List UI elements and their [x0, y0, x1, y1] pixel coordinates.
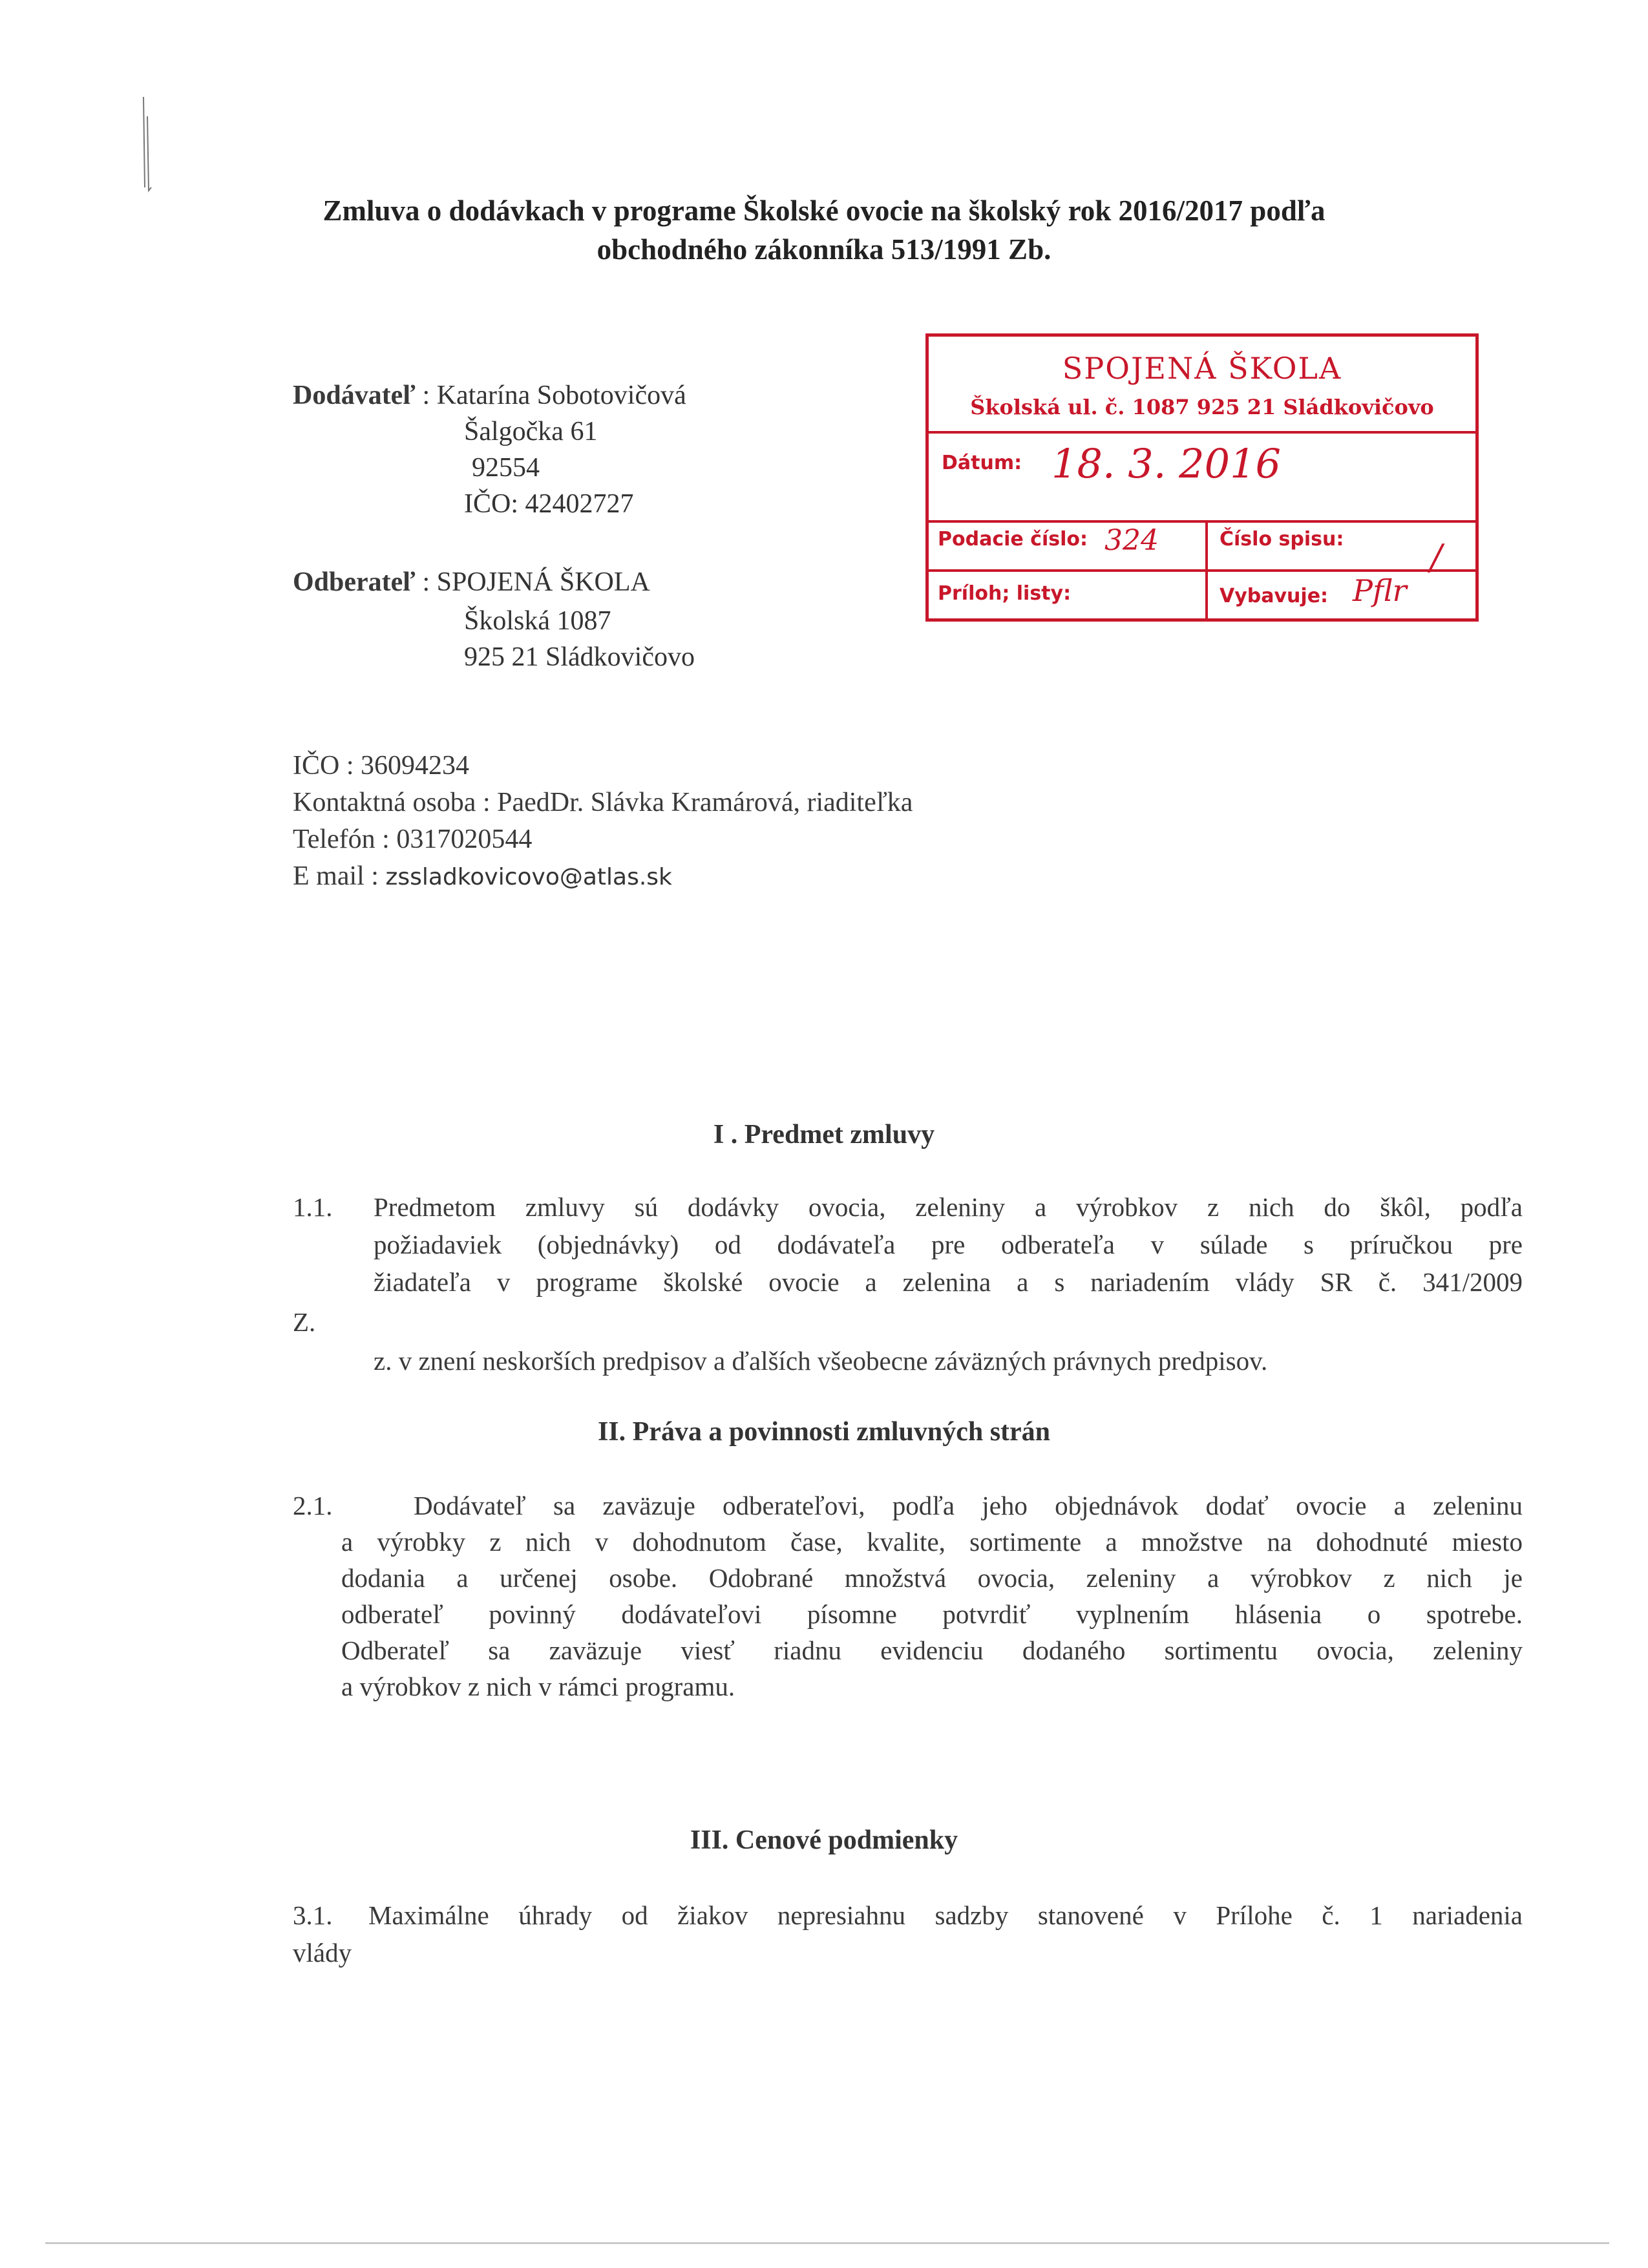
supplier-address — [464, 414, 634, 522]
section-1-z: Z. — [293, 1307, 316, 1337]
section-1-heading: I . Predmet zmluvy — [713, 1120, 935, 1150]
contact-block — [293, 748, 913, 896]
customer-address — [464, 603, 695, 675]
supplier-label: Dodávateľ — [293, 381, 416, 410]
section-3-line-2: vlády — [293, 1938, 352, 1968]
section-1-line-4: z. v znení neskorších predpisov a ďalších všeobecne záväzných právnych predpisov. — [374, 1346, 1268, 1376]
customer-city: 925 21 Sládkovičovo — [464, 642, 695, 672]
customer-name: SPOJENÁ ŠKOLA — [436, 567, 650, 597]
stamp-spis-label: Číslo spisu: — [1220, 528, 1344, 551]
supplier-name: Katarína Sobotovičová — [436, 381, 686, 410]
supplier-street: Šalgočka 61 — [464, 417, 598, 446]
contact-ico: IČO : 36094234 — [293, 751, 469, 781]
supplier-zip: 92554 — [472, 453, 540, 483]
supplier-sep: : — [416, 381, 437, 410]
supplier-block — [293, 377, 686, 414]
stamp-title: SPOJENÁ ŠKOLA — [1062, 351, 1342, 386]
stamp-podacie-label: Podacie číslo: — [938, 528, 1088, 551]
section-2-number: 2.1. — [293, 1491, 333, 1520]
stamp-podacie-value: 324 — [1104, 524, 1159, 557]
customer-block — [293, 564, 650, 600]
section-2-heading: II. Práva a povinnosti zmluvných strán — [597, 1417, 1051, 1447]
section-3-heading: III. Cenové podmienky — [690, 1825, 958, 1855]
section-3-line-1: Maximálne úhrady od žiakov nepresiahnu sadzby stanovené v Prílohe č. 1 nariadenia — [368, 1900, 1523, 1930]
stamp-spis-value: / — [1430, 537, 1442, 578]
stamp-vybavuje-label: Vybavuje: — [1220, 585, 1329, 607]
page-bottom-line — [45, 2242, 1609, 2244]
stamp-vybavuje-signature: Pflr — [1353, 573, 1407, 608]
customer-street: Školská 1087 — [464, 606, 611, 636]
section-2-line-2: a výrobky z nich v dohodnutom čase, kvalite, sortimente a množstve na dohodnuté miesto — [341, 1527, 1523, 1557]
title-line-2: obchodného zákonníka 513/1991 Zb. — [597, 233, 1051, 266]
supplier-ico: IČO: 42402727 — [464, 489, 634, 519]
section-1-line-2: požiadaviek (objednávky) od dodávateľa pre odberateľa v súlade s príručkou pre — [374, 1230, 1523, 1259]
pen-mark-icon — [140, 90, 153, 194]
section-1-number: 1.1. — [293, 1192, 333, 1222]
stamp-address: Školská ul. č. 1087 925 21 Sládkovičovo — [970, 395, 1434, 419]
stamp-date-value: 18. 3. 2016 — [1051, 440, 1281, 487]
contact-person: Kontaktná osoba : PaedDr. Slávka Kramárová, riaditeľka — [293, 788, 913, 817]
section-2-line-5: Odberateľ sa zaväzuje viesť riadnu evidenciu dodaného sortimentu ovocia, zeleniny — [341, 1635, 1523, 1665]
section-2-line-6: a výrobkov z nich v rámci programu. — [341, 1672, 735, 1701]
customer-label: Odberateľ — [293, 567, 416, 597]
section-2-line-1: Dodávateľ sa zaväzuje odberateľovi, podľa jeho objednávok dodať ovocie a zeleninu — [414, 1491, 1523, 1520]
title-line-1: Zmluva o dodávkach v programe Školské ovocie na školský rok 2016/2017 podľa — [322, 194, 1326, 227]
contact-email: zssladkovicovo@atlas.sk — [385, 864, 672, 890]
registry-stamp — [925, 333, 1479, 622]
customer-sep: : — [415, 567, 437, 597]
section-1-line-1: Predmetom zmluvy sú dodávky ovocia, zeleniny a výrobkov z nich do škôl, podľa — [374, 1192, 1523, 1222]
section-2-line-4: odberateľ povinný dodávateľovi písomne potvrdiť vyplnením hlásenia o spotrebe. — [341, 1599, 1523, 1629]
section-3-number: 3.1. — [293, 1900, 333, 1930]
document-title — [0, 191, 1648, 269]
stamp-prilohy-label: Príloh; listy: — [938, 582, 1072, 605]
contact-email-label: E mail : — [293, 861, 386, 891]
section-2-line-3: dodania a určenej osobe. Odobrané množstvá ovocia, zeleniny a výrobkov z nich je — [341, 1563, 1523, 1593]
contact-phone: Telefón : 0317020544 — [293, 824, 533, 854]
section-1-line-3: žiadateľa v programe školské ovocie a zelenina a s nariadením vlády SR č. 341/2009 — [374, 1267, 1523, 1297]
stamp-date-label: Dátum: — [942, 452, 1022, 474]
